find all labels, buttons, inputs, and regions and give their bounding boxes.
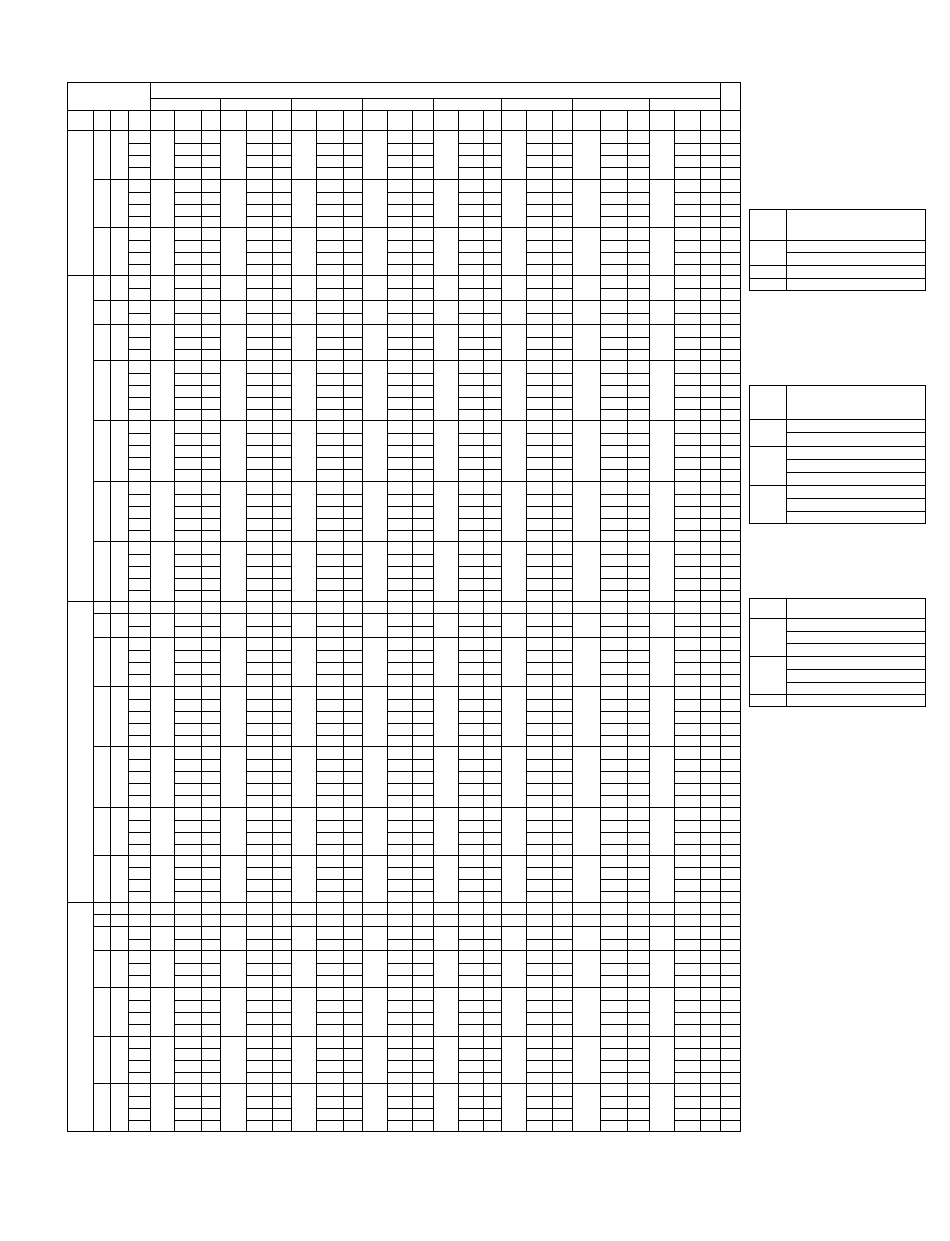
side-table-3-border	[750, 599, 926, 707]
side-table-2-border	[750, 386, 926, 524]
main-table-border	[68, 83, 741, 1132]
side-tables	[750, 210, 926, 707]
main-table	[68, 83, 741, 1132]
